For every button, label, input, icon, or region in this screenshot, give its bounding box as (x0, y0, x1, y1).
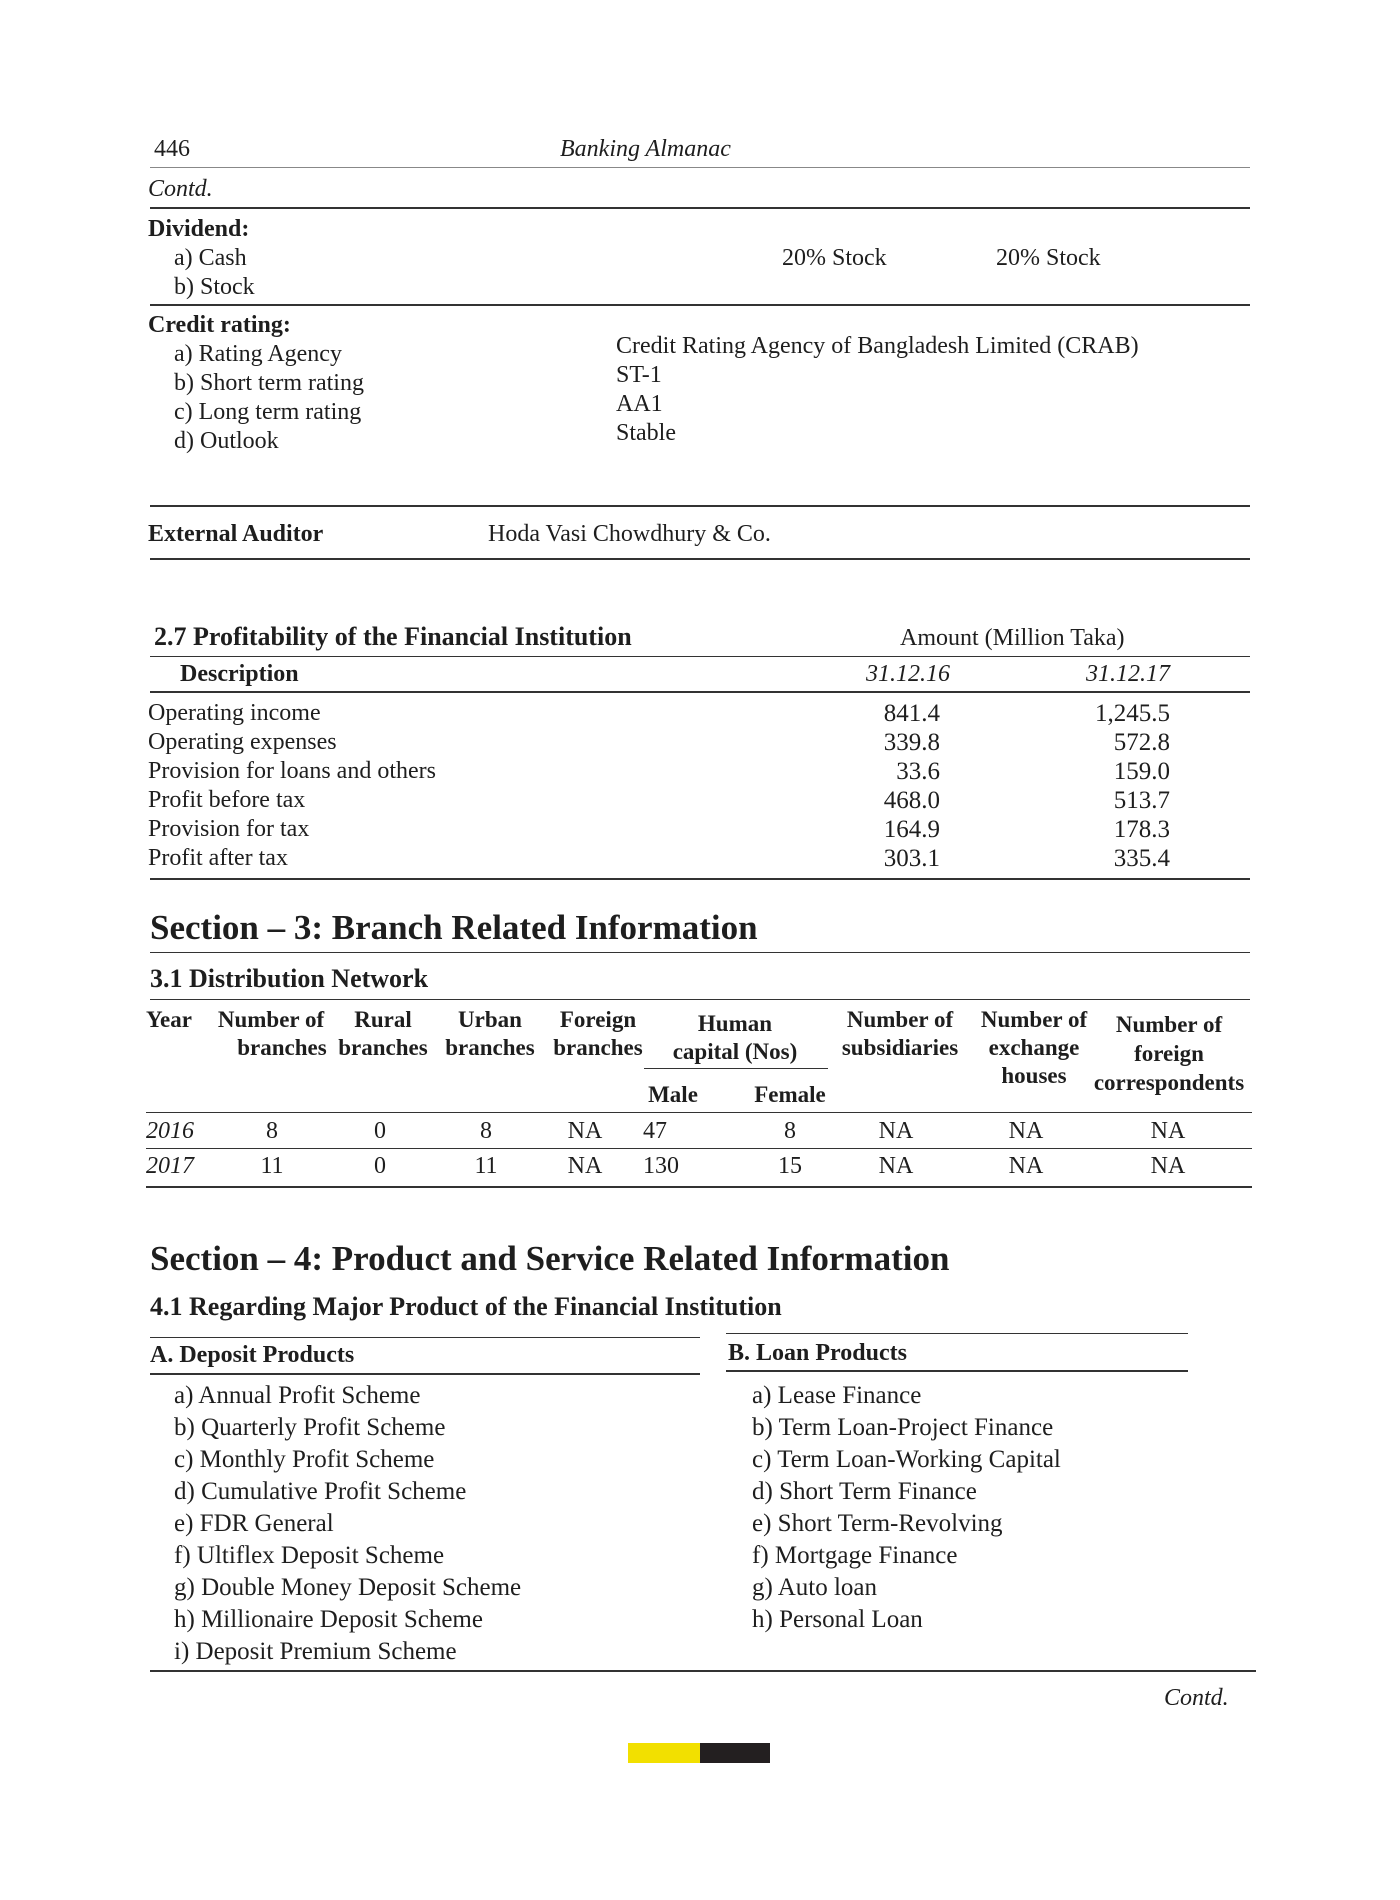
dividend-value-2016: 20% Stock (782, 245, 887, 271)
rule-loan-bottom (726, 1370, 1188, 1372)
profit-row-v2: 159.0 (1113, 758, 1170, 785)
deposit-item: g) Double Money Deposit Scheme (174, 1574, 522, 1601)
credit-value-long: AA1 (616, 391, 663, 417)
network-row-exchange: NA (1008, 1153, 1044, 1179)
rule-deposit-bottom (150, 1373, 700, 1375)
col-year: Year (146, 1007, 192, 1032)
footer-bar-yellow (628, 1743, 700, 1763)
credit-value-agency: Credit Rating Agency of Bangladesh Limited (CRAB) (616, 333, 1139, 359)
col-rural: Rural branches (338, 1007, 428, 1060)
deposit-products-list (174, 1380, 521, 1668)
rule-network-bottom (146, 1186, 1252, 1188)
network-row-branches: 8 (266, 1118, 278, 1144)
rule-auditor-bottom (150, 558, 1250, 560)
network-row-urban: 11 (474, 1153, 498, 1179)
network-row-female: 8 (784, 1118, 796, 1144)
col-branches: Number of branches (217, 1007, 327, 1060)
header-rule (150, 167, 1250, 168)
profit-row-v1: 841.4 (883, 700, 940, 727)
network-row-exchange: NA (1008, 1118, 1044, 1144)
loan-item: f) Mortgage Finance (752, 1542, 958, 1569)
loan-item: c) Term Loan-Working Capital (752, 1446, 1061, 1473)
section3-title: Section – 3: Branch Related Information (150, 908, 758, 947)
section4-title: Section – 4: Product and Service Related Information (150, 1239, 950, 1278)
col-subsidiaries: Number of subsidiaries (841, 1007, 959, 1060)
credit-item-agency: a) Rating Agency (174, 341, 342, 367)
deposit-item: a) Annual Profit Scheme (174, 1382, 421, 1409)
network-row-rural: 0 (374, 1118, 386, 1144)
network-row-year: 2016 (146, 1118, 194, 1144)
deposit-item: d) Cumulative Profit Scheme (174, 1478, 467, 1505)
profit-row-label: Profit after tax (148, 845, 288, 871)
network-row-year: 2017 (146, 1153, 194, 1179)
profit-row-v1: 303.1 (883, 845, 940, 872)
col-foreign-correspondents: Number of foreign correspondents (1093, 1012, 1245, 1095)
footer-bar-black (700, 1743, 770, 1763)
profit-row-label: Provision for tax (148, 816, 310, 842)
rule-deposit-top (150, 1337, 700, 1338)
profit-row-v1: 164.9 (883, 816, 940, 843)
network-row-branches: 11 (260, 1153, 284, 1179)
deposit-item: e) FDR General (174, 1510, 334, 1537)
external-auditor-value: Hoda Vasi Chowdhury & Co. (488, 521, 771, 547)
network-row-subsidiaries: NA (878, 1118, 914, 1144)
rule-network-row (146, 1148, 1252, 1149)
dividend-item-stock: b) Stock (174, 274, 255, 300)
loan-item: h) Personal Loan (752, 1606, 923, 1633)
network-row-female: 15 (778, 1153, 802, 1179)
profit-row-v1: 468.0 (883, 787, 940, 814)
rule-profit-bottom (150, 878, 1250, 880)
loan-item: a) Lease Finance (752, 1382, 922, 1409)
rule-dividend (150, 304, 1250, 306)
network-row-foreign: NA (567, 1118, 603, 1144)
loan-item: d) Short Term Finance (752, 1478, 977, 1505)
profitability-title: 2.7 Profitability of the Financial Institution (154, 622, 632, 651)
network-row-rural: 0 (374, 1153, 386, 1179)
credit-value-outlook: Stable (616, 420, 676, 446)
rule-auditor-top (150, 505, 1250, 507)
profit-row-v1: 339.8 (883, 729, 940, 756)
profit-row-label: Operating income (148, 700, 321, 726)
rule-top (150, 207, 1250, 209)
deposit-item: c) Monthly Profit Scheme (174, 1446, 435, 1473)
loan-item: b) Term Loan-Project Finance (752, 1414, 1054, 1441)
rule-section3 (150, 952, 1250, 953)
credit-value-short: ST-1 (616, 362, 662, 388)
loan-products-list (752, 1380, 1061, 1636)
deposit-item: i) Deposit Premium Scheme (174, 1638, 457, 1665)
col-urban: Urban branches (445, 1007, 535, 1060)
rule-network-head-bottom (146, 1112, 1252, 1113)
rule-profit-head-bottom (150, 691, 1250, 693)
network-row-correspondents: NA (1150, 1153, 1186, 1179)
col-year-2016: 31.12.16 (866, 661, 950, 687)
profit-row-label: Profit before tax (148, 787, 306, 813)
network-row-foreign: NA (567, 1153, 603, 1179)
credit-rating-heading: Credit rating: (148, 312, 291, 338)
section4-subtitle: 4.1 Regarding Major Product of the Financial Institution (150, 1292, 782, 1321)
profit-row-label: Operating expenses (148, 729, 337, 755)
dividend-item-cash: a) Cash (174, 245, 247, 271)
deposit-item: b) Quarterly Profit Scheme (174, 1414, 446, 1441)
loan-item: g) Auto loan (752, 1574, 877, 1601)
credit-item-outlook: d) Outlook (174, 428, 279, 454)
contd-top: Contd. (148, 176, 213, 202)
rule-network-top (150, 999, 1250, 1000)
profit-row-v2: 513.7 (1113, 787, 1170, 814)
col-exchange-houses: Number of exchange houses (980, 1007, 1088, 1088)
profit-row-label: Provision for loans and others (148, 758, 436, 784)
col-description: Description (180, 661, 299, 687)
dividend-heading: Dividend: (148, 216, 250, 242)
profit-row-v2: 335.4 (1113, 845, 1170, 872)
external-auditor-label: External Auditor (148, 521, 324, 547)
deposit-item: f) Ultiflex Deposit Scheme (174, 1542, 445, 1569)
profit-row-v1: 33.6 (896, 758, 940, 785)
profit-row-v2: 572.8 (1113, 729, 1170, 756)
profit-row-v2: 178.3 (1113, 816, 1170, 843)
deposit-item: h) Millionaire Deposit Scheme (174, 1606, 483, 1633)
network-row-subsidiaries: NA (878, 1153, 914, 1179)
col-foreign: Foreign branches (553, 1007, 643, 1060)
running-title: Banking Almanac (560, 136, 731, 162)
loan-heading: B. Loan Products (728, 1340, 907, 1366)
contd-bottom: Contd. (1164, 1685, 1229, 1711)
page-number: 446 (154, 136, 190, 162)
loan-item: e) Short Term-Revolving (752, 1510, 1003, 1537)
section3-subtitle: 3.1 Distribution Network (150, 964, 429, 993)
rule-human-capital (644, 1068, 828, 1069)
dividend-value-2017: 20% Stock (996, 245, 1101, 271)
credit-item-short: b) Short term rating (174, 370, 364, 396)
col-female: Female (754, 1082, 826, 1107)
credit-item-long: c) Long term rating (174, 399, 362, 425)
network-row-male: 47 (643, 1118, 667, 1144)
network-row-urban: 8 (480, 1118, 492, 1144)
profit-row-v2: 1,245.5 (1095, 700, 1170, 727)
col-male: Male (648, 1082, 698, 1107)
deposit-heading: A. Deposit Products (150, 1342, 355, 1368)
network-row-male: 130 (643, 1153, 679, 1179)
col-year-2017: 31.12.17 (1086, 661, 1170, 687)
rule-products-bottom (150, 1670, 1256, 1672)
rule-profit-head-top (150, 656, 1250, 657)
amount-label: Amount (Million Taka) (900, 625, 1125, 651)
network-row-correspondents: NA (1150, 1118, 1186, 1144)
rule-loan-top (726, 1333, 1188, 1334)
col-human-capital: Human capital (Nos) (672, 1011, 798, 1064)
